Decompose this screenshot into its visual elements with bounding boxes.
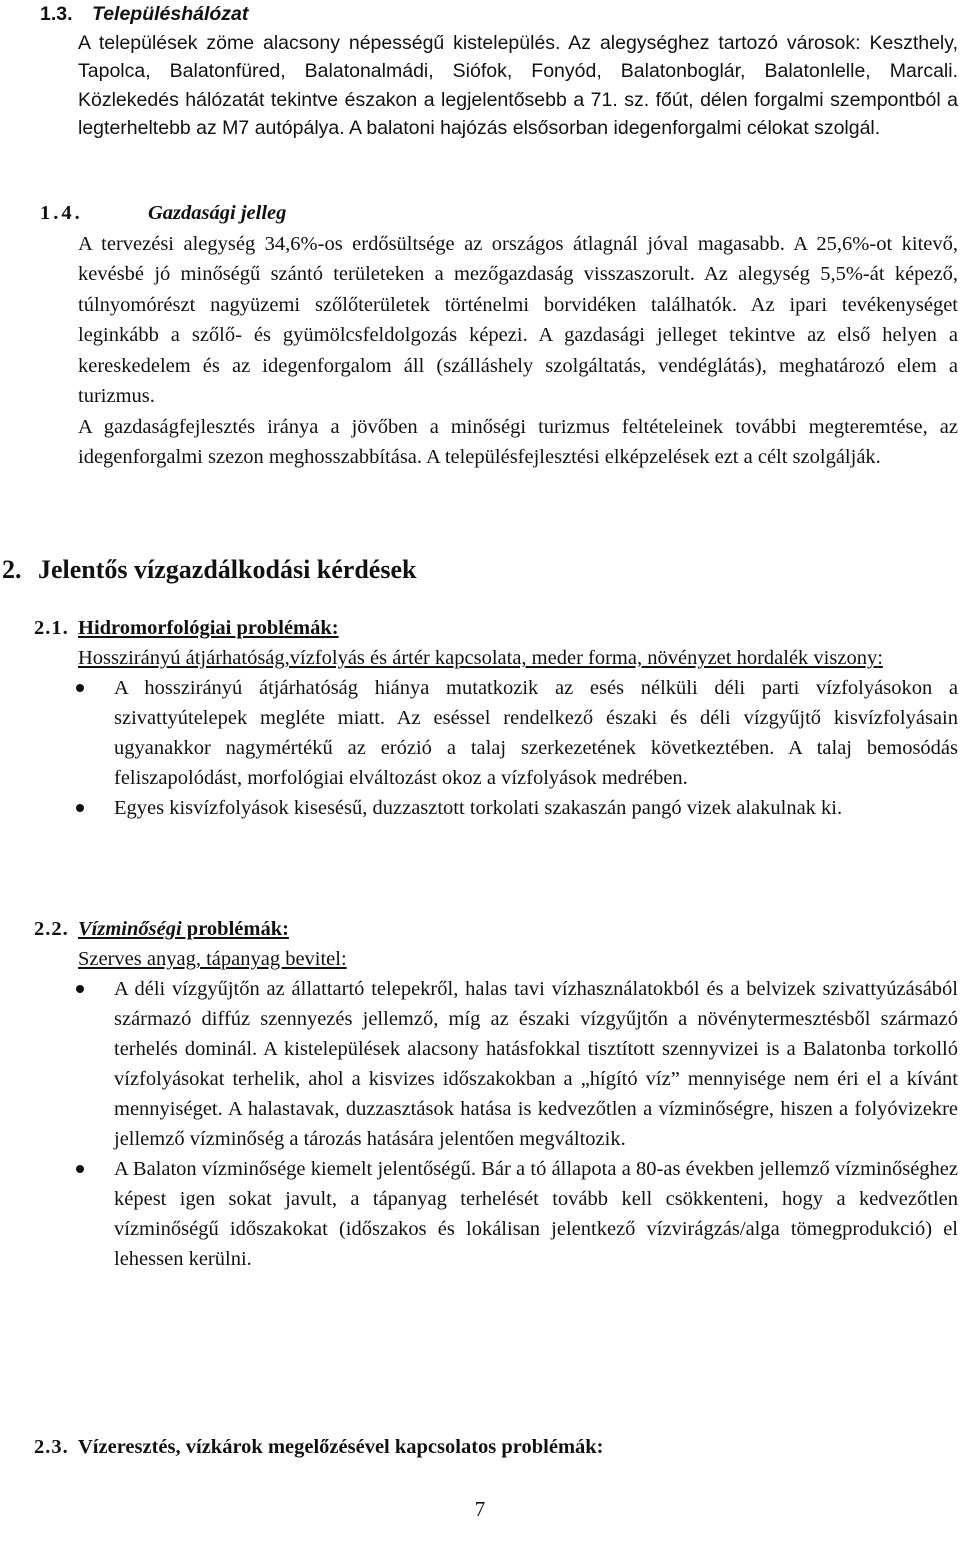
section-1-4 bbox=[0, 198, 960, 473]
chapter-2-title: Jelentős vízgazdálkodási kérdések bbox=[38, 555, 417, 584]
section-2-2-heading bbox=[0, 914, 960, 944]
section-2-2 bbox=[0, 914, 960, 1274]
section-2-2-bullet-list bbox=[0, 974, 960, 1274]
list-item bbox=[0, 1154, 960, 1274]
section-2-3-number: 2.3. bbox=[34, 1436, 69, 1458]
section-2-1-subheading-suffix: : bbox=[877, 647, 883, 669]
section-2-1-title: Hidromorfológiai problémák: bbox=[78, 617, 339, 639]
list-item-text: Egyes kisvízfolyások kisesésű, duzzasztott torkolati szakaszán pangó vizek alakulnak ki. bbox=[114, 797, 843, 819]
section-2-2-subheading bbox=[0, 944, 960, 974]
section-2-3-heading bbox=[0, 1432, 960, 1462]
section-2-1-heading bbox=[0, 613, 960, 643]
bullet-icon bbox=[76, 684, 84, 692]
section-2-3 bbox=[0, 1432, 960, 1462]
section-2-2-subheading-text: Szerves anyag, tápanyag bevitel bbox=[78, 948, 341, 970]
list-item bbox=[0, 974, 960, 1154]
chapter-2-number: 2. bbox=[2, 555, 22, 584]
section-1-4-paragraph-2: A gazdaságfejlesztés iránya a jövőben a minőségi turizmus feltételeinek további megteremtése, az idegenforgalmi szezon meghosszabbítása. A településfejlesztési elképzelések ezt a célt szolgálják. bbox=[78, 415, 958, 468]
section-2-2-number: 2.2. bbox=[34, 918, 69, 940]
section-1-3-paragraph: A települések zöme alacsony népességű kistelepülés. Az alegységhez tartozó városok: Keszthely, Tapolca, Balatonfüred, Balatonalmádi, Siófok, Fonyód, Balatonboglár, Balatonlelle, Marcali. Közlekedés hálózatát tekintve északon a legjelentősebb a 71. sz. főút, délen forgalmi szempontból a legterheltebb az M7 autópálya. A balatoni hajózás elsősorban idegenforgalmi célokat szolgál. bbox=[78, 31, 958, 139]
section-1-4-paragraph-1: A tervezési alegység 34,6%-os erdősültsége az országos átlagnál jóval magasabb. A 25,6%-ot kitevő, kevésbé jó minőségű szántó területeken a mezőgazdaság visszaszorult. Az alegység 5,5%-át képező, túlnyomórészt nagyüzemi szőlőterületek történelmi borvidéken találhatók. Az ipari tevékenységet leginkább a szőlő- és gyümölcsfeldolgozás képezi. A gazdasági jelleget tekintve az első helyen a kereskedelem és az idegenforgalom áll (szálláshely szolgáltatás, vendéglátás), meghatározó elem a turizmus. bbox=[78, 232, 958, 407]
section-2-1-subheading-text: Hosszirányú átjárhatóság,vízfolyás és ártér kapcsolata, meder forma, növényzet hordalék viszony bbox=[78, 647, 878, 669]
list-item bbox=[0, 673, 960, 793]
section-2-1-subheading bbox=[0, 643, 960, 673]
section-2-2-title-rest: problémák: bbox=[181, 918, 289, 940]
section-2-2-title-italic: Vízminőségi bbox=[78, 918, 182, 940]
section-2-1-number: 2.1. bbox=[34, 617, 69, 639]
list-item-text: A déli vízgyűjtőn az állattartó telepekről, halas tavi vízhasználatokból és a belvizek szivattyúzásából származó diffúz szennyezés jellemző, míg az északi vízgyűjtőn a növénytermesztésből származó terhelés dominál. A kistelepülések alacsony hatásfokkal tisztított szennyvizei is a Balatonba torkolló vízfolyásokat terhelik, ahol a kisvizes időszakokban a „hígító víz” mennyisége nem éri el a kívánt mennyiséget. A halastavak, duzzasztások hatása is kedvezőtlen a vízminőségre, hiszen a folyóvizekre jellemző vízminőség a tározás hatására jelentően megváltozik. bbox=[114, 978, 958, 1150]
section-1-3-heading bbox=[0, 0, 960, 29]
section-1-4-heading bbox=[0, 198, 960, 229]
section-2-2-subheading-suffix: : bbox=[340, 948, 347, 970]
section-1-3-number: 1.3. bbox=[40, 3, 73, 25]
bullet-icon bbox=[76, 985, 84, 993]
section-1-4-title: Gazdasági jelleg bbox=[148, 202, 287, 224]
page-number: 7 bbox=[474, 1497, 486, 1521]
list-item-text: A hosszirányú átjárhatóság hiánya mutatkozik az esés nélküli déli parti vízfolyásokon a szivattyútelepek megléte miatt. Az eséssel rendelkező északi és déli vízgyűjtő kisvízfolyásain ugyanakkor nagymértékű az erózió a talaj szerkezetének következtében. A talaj bemosódás feliszapolódást, morfológiai elváltozást okoz a vízfolyások medrében. bbox=[114, 677, 958, 789]
section-1-3-title: Településhálózat bbox=[92, 3, 249, 25]
list-item-text: A Balaton vízminősége kiemelt jelentőségű. Bár a tó állapota a 80-as években jellemző vízminőséghez képest igen sokat javult, a tápanyag terhelését tovább kell csökkenteni, hogy a kedvezőtlen vízminőségű időszakokat (időszakos és lokálisan jelentkező vízvirágzás/alga tömegprodukció) el lehessen kerülni. bbox=[114, 1158, 958, 1270]
section-2-1 bbox=[0, 613, 960, 823]
section-1-3 bbox=[0, 0, 960, 143]
bullet-icon bbox=[76, 1165, 84, 1173]
section-1-4-number: 1.4. bbox=[40, 202, 83, 224]
list-item bbox=[0, 793, 960, 823]
chapter-2-heading bbox=[0, 550, 960, 590]
section-2-3-title: Vízeresztés, vízkárok megelőzésével kapcsolatos problémák: bbox=[78, 1436, 604, 1458]
bullet-icon bbox=[76, 804, 84, 812]
section-2-1-bullet-list bbox=[0, 673, 960, 823]
